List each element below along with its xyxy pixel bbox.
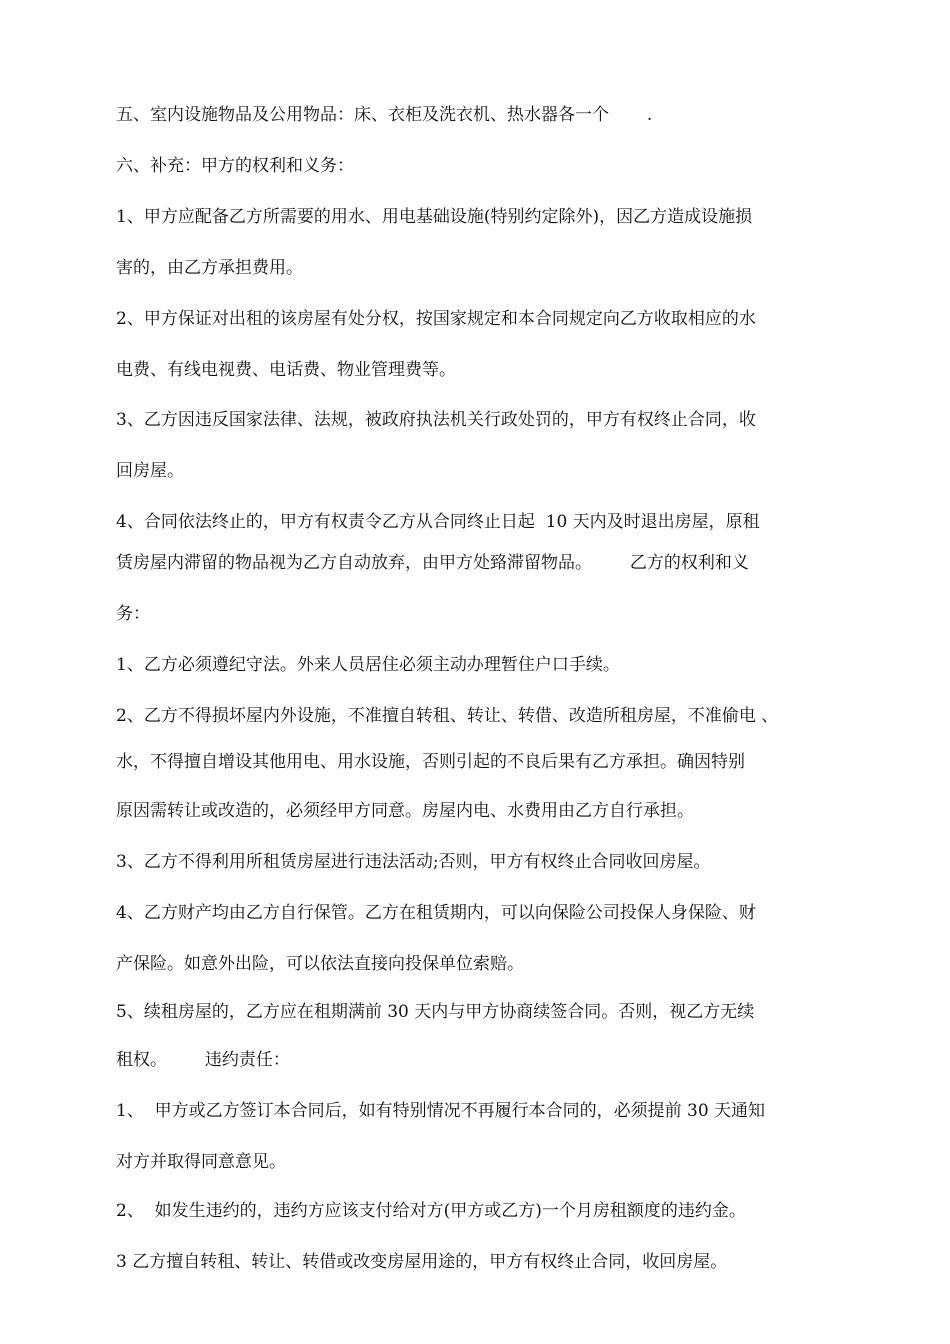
text-line: 赁房屋内滞留的物品视为乙方自动放弃，由甲方处臵滞留物品。 乙方的权利和义 (116, 553, 749, 573)
text-line: 五、室内设施物品及公用物品：床、衣柜及洗衣机、热水器各一个 . (116, 105, 653, 125)
section-heading: 六、补充：甲方的权利和义务： (116, 156, 354, 176)
text-line: 3、乙方因违反国家法律、法规，被政府执法机关行政处罚的，甲方有权终止合同，收 (116, 410, 756, 430)
text-line: 租权。 违约责任： (116, 1050, 290, 1070)
text-line: 务： (116, 604, 150, 624)
text-line: 电费、有线电视费、电话费、物业管理费等。 (116, 360, 456, 380)
text-line: 2、乙方不得损坏屋内外设施，不准擅自转租、转让、转借、改造所租房屋，不准偷电 、 (116, 706, 779, 726)
text-line: 4、合同依法终止的，甲方有权责令乙方从合同终止日起 10 天内及时退出房屋，原租 (116, 512, 760, 532)
text-line: 1、 甲方或乙方签订本合同后，如有特别情况不再履行本合同的，必须提前 30 天通知 (116, 1101, 766, 1121)
text-line: 2、 如发生违约的，违约方应该支付给对方(甲方或乙方)一个月房租额度的违约金。 (116, 1201, 746, 1221)
text-line: 4、乙方财产均由乙方自行保管。乙方在租赁期内，可以向保险公司投保人身保险、财 (116, 903, 756, 923)
text-line: 害的，由乙方承担费用。 (116, 258, 303, 278)
text-line: 产保险。如意外出险，可以依法直接向投保单位索赔。 (116, 954, 524, 974)
text-line: 3、乙方不得利用所租赁房屋进行违法活动;否则，甲方有权终止合同收回房屋。 (116, 852, 711, 872)
text-line: 对方并取得同意意见。 (116, 1152, 286, 1172)
text-line: 3 乙方擅自转租、转让、转借或改变房屋用途的，甲方有权终止合同，收回房屋。 (116, 1252, 728, 1272)
text-line: 1、乙方必须遵纪守法。外来人员居住必须主动办理暂住户口手续。 (116, 655, 620, 675)
text-line: 2、甲方保证对出租的该房屋有处分权，按国家规定和本合同规定向乙方收取相应的水 (116, 309, 756, 329)
text-line: 回房屋。 (116, 461, 184, 481)
text-line: 原因需转让或改造的，必须经甲方同意。房屋内电、水费用由乙方自行承担。 (116, 801, 694, 821)
text-line: 1、甲方应配备乙方所需要的用水、用电基础设施(特别约定除外)，因乙方造成设施损 (116, 207, 753, 227)
text-line: 5、续租房屋的，乙方应在租期满前 30 天内与甲方协商续签合同。否则，视乙方无续 (116, 1002, 755, 1022)
text-line: 水，不得擅自增设其他用电、用水设施，否则引起的不良后果有乙方承担。确因特别 (116, 752, 745, 772)
